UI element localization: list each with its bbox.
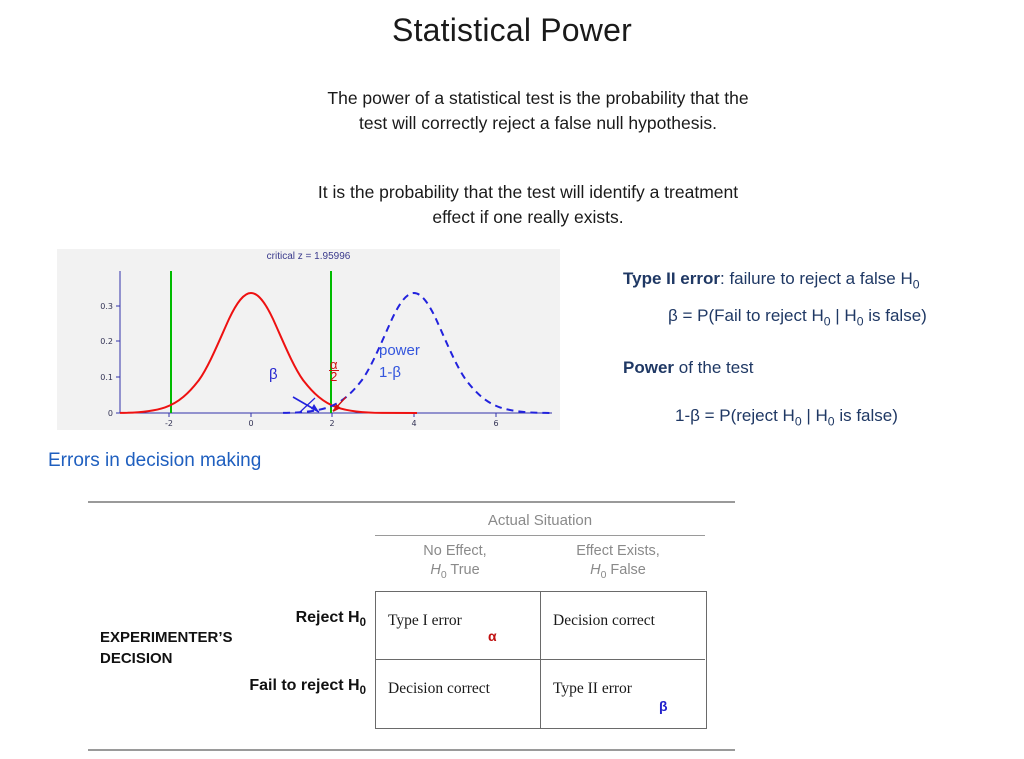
table-group-rule xyxy=(375,535,705,536)
table-cell-type-1-error xyxy=(376,592,541,660)
note-power-text: of the test xyxy=(674,358,754,377)
paragraph1-line1: The power of a statistical test is the probability that the xyxy=(327,88,749,108)
table-cell-type-2-error xyxy=(541,660,705,728)
cell-21-text: Decision correct xyxy=(388,680,490,697)
row1-label-text: Reject H xyxy=(295,609,360,626)
row2-label-text: Fail to reject H xyxy=(249,677,360,694)
svg-text:-2: -2 xyxy=(165,419,173,428)
svg-text:0.3: 0.3 xyxy=(100,302,113,311)
note-type-2-error xyxy=(623,268,920,295)
chart-svg xyxy=(57,249,560,430)
chart-caption: critical z = 1.95996 xyxy=(266,251,351,262)
row2-label-sub: 0 xyxy=(359,685,366,698)
table-cell-decision-correct-top xyxy=(541,592,705,660)
cell-22-text: Type II error xyxy=(553,680,632,697)
chart-label-one-minus-beta: 1-β xyxy=(379,364,401,381)
beta-eq-sub2: 0 xyxy=(856,314,864,329)
col1-h: H xyxy=(430,562,441,578)
beta-eq-part1: β = P(Fail to reject H xyxy=(668,306,824,325)
beta-eq-mid: | H xyxy=(830,306,857,325)
svg-text:0.2: 0.2 xyxy=(100,337,113,346)
table-column-header-no-effect xyxy=(375,542,535,585)
svg-text:0: 0 xyxy=(248,419,254,428)
note-type-2-error-label: Type II error xyxy=(623,269,720,288)
note-power-label: Power xyxy=(623,358,675,377)
col2-line1: Effect Exists, xyxy=(576,543,660,559)
power-eq-part1: 1-β = P(reject H xyxy=(675,406,795,425)
row1-label-sub: 0 xyxy=(359,617,366,630)
svg-text:0: 0 xyxy=(107,409,113,418)
chart-label-beta: β xyxy=(269,366,278,383)
col1-rest: True xyxy=(446,562,480,578)
page-title: Statistical Power xyxy=(392,12,632,48)
beta-symbol: β xyxy=(659,698,668,714)
alpha-symbol: α xyxy=(488,628,497,644)
note-type-2-error-sub: 0 xyxy=(912,277,920,292)
chart-label-power: power xyxy=(379,342,420,359)
col2-h: H xyxy=(590,562,601,578)
table-bottom-rule xyxy=(88,749,735,751)
note-power-equation xyxy=(675,405,898,432)
cell-12-text: Decision correct xyxy=(553,612,655,629)
table-cell-decision-correct-bottom xyxy=(376,660,541,728)
power-eq-end: is false) xyxy=(834,406,898,425)
decision-table xyxy=(88,501,735,757)
power-distribution-chart xyxy=(57,249,560,430)
svg-text:4: 4 xyxy=(411,419,417,428)
power-eq-sub1: 0 xyxy=(794,414,802,429)
chart-label-alpha-over-two xyxy=(329,359,339,382)
alpha-numerator: α xyxy=(330,357,338,372)
table-row-label-reject-h0 xyxy=(148,609,366,629)
note-power-of-test xyxy=(623,357,753,379)
beta-eq-end: is false) xyxy=(863,306,927,325)
paragraph2-line1: It is the probability that the test will identify a treatment xyxy=(317,182,739,202)
col1-h-sub: 0 xyxy=(440,569,447,581)
svg-text:0.1: 0.1 xyxy=(100,373,113,382)
errors-heading: Errors in decision making xyxy=(48,450,262,471)
experimenter-line2: DECISION xyxy=(100,650,173,667)
cell-11-text: Type I error xyxy=(388,612,462,629)
table-column-header-effect-exists xyxy=(538,542,698,585)
paragraph1-line2: test will correctly reject a false null hypothesis. xyxy=(359,113,717,133)
svg-text:6: 6 xyxy=(493,419,499,428)
table-group-header-actual-situation: Actual Situation xyxy=(487,512,593,529)
svg-text:2: 2 xyxy=(329,419,335,428)
power-eq-mid: | H xyxy=(801,406,828,425)
table-top-rule xyxy=(88,501,735,503)
table-grid xyxy=(375,591,707,729)
beta-eq-sub1: 0 xyxy=(823,314,831,329)
experimenter-line1: EXPERIMENTER’S xyxy=(100,629,233,646)
note-type-2-error-text: : failure to reject a false H xyxy=(720,269,913,288)
table-row-group-label-experimenter-decision xyxy=(100,627,270,669)
note-beta-equation xyxy=(668,305,927,332)
paragraph2-line2: effect if one really exists. xyxy=(432,207,624,227)
paragraph-power-definition xyxy=(218,86,858,136)
col1-line1: No Effect, xyxy=(423,543,487,559)
col2-h-sub: 0 xyxy=(600,569,607,581)
power-eq-sub2: 0 xyxy=(827,414,835,429)
table-row-label-fail-to-reject-h0 xyxy=(128,677,366,697)
paragraph-probability-statement xyxy=(218,180,838,230)
col2-rest: False xyxy=(606,562,646,578)
alpha-denominator: 2 xyxy=(330,369,338,384)
